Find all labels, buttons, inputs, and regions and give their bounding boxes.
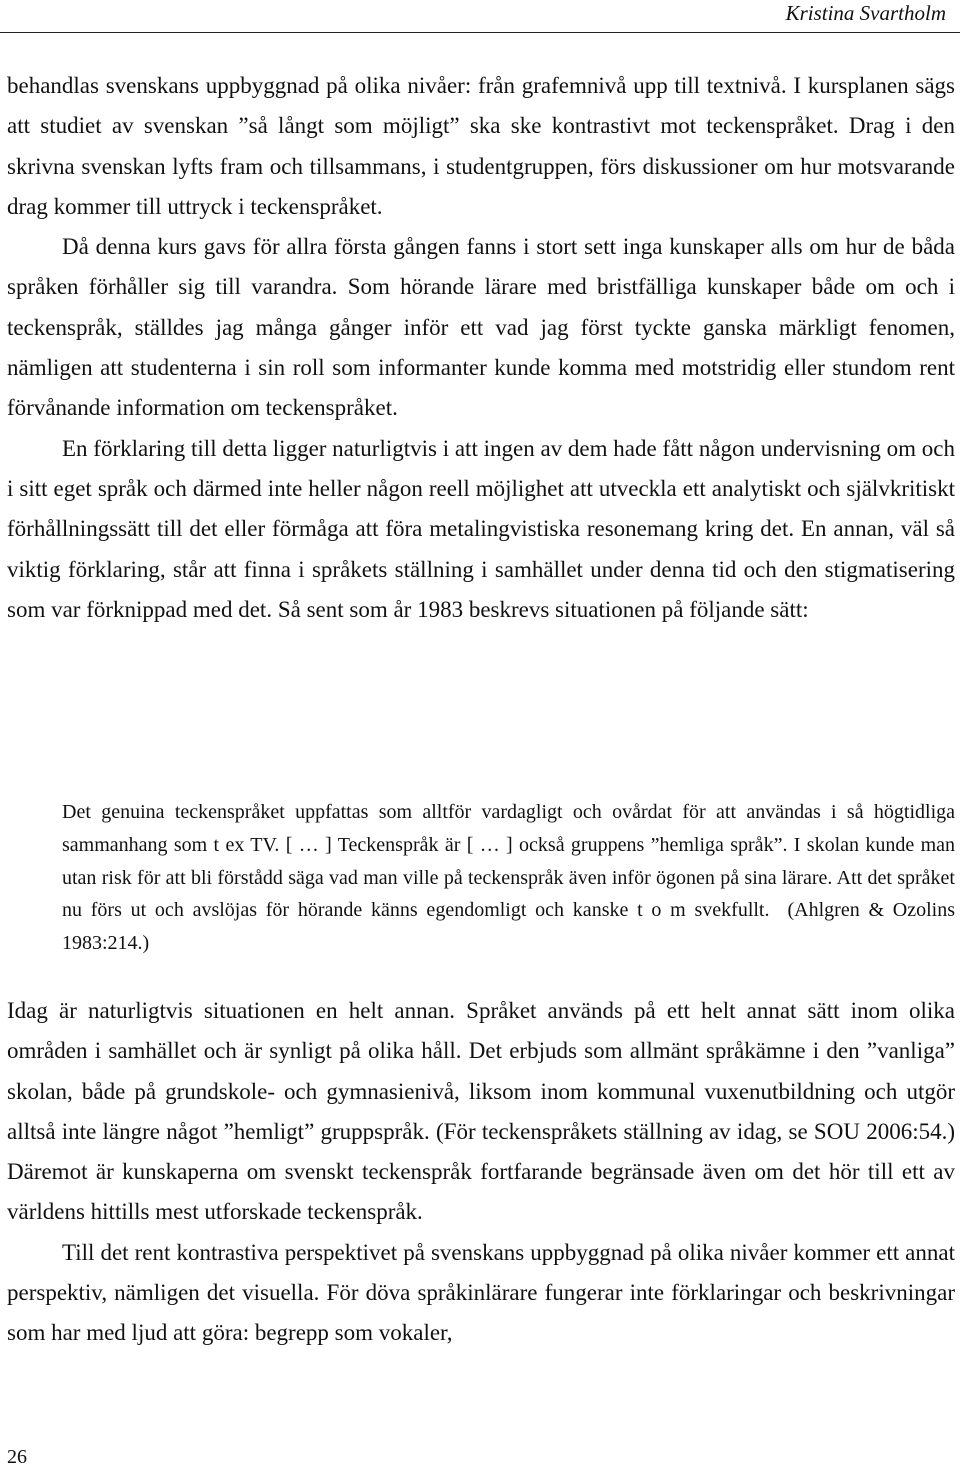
paragraph-today: Idag är naturligtvis situationen en helt annan. Språket används på ett helt annat sätt inom olika områden i samhället och är synligt på olika håll. Det erbjuds som allmänt språkämne i den ”vanliga” skolan, både på grundskole- och gymnasienivå, liksom inom kommunal vuxenutbildning och utgör alltså inte längre något ”hemligt” gruppspråk. (För teckenspråkets ställning av idag, se SOU 2006:54.) Däremot är kunskaperna om svenskt teckenspråk fortfarande begränsade även om det hör till ett av världens hittills mest utforskade teckenspråk. bbox=[7, 998, 955, 1225]
header-rule bbox=[0, 32, 960, 33]
paragraph-explanation: En förklaring till detta ligger naturligtvis i att ingen av dem hade fått någon undervisning om och i sitt eget språk och därmed inte heller någon reell möjlighet att utveckla ett analytiskt och självkritiskt förhållningssätt till det eller förmåga att föra metalingvistiska resonemang kring det. En annan, väl så viktig förklaring, står att finna i språkets ställning i samhället under denna tid och den stigmatisering som var förknippad med det. Så sent som år 1983 beskrevs situationen på följande sätt: bbox=[7, 435, 955, 622]
paragraph-visual-perspective: Till det rent kontrastiva perspektivet på svenskans uppbyggnad på olika nivåer kommer ett annat perspektiv, nämligen det visuella. För döva språkinlärare fungerar inte förklaringar och beskrivningar som har med ljud att göra: begrepp som vokaler, bbox=[7, 1239, 955, 1346]
page-number: 26 bbox=[7, 1446, 27, 1468]
quote-citation: (Ahlgren & Ozolins 1983:214.) bbox=[62, 899, 955, 955]
body-text-bottom bbox=[7, 991, 955, 1354]
paragraph-course-history: Då denna kurs gavs för allra första gången fanns i stort sett inga kunskaper alls om hur de båda språken förhåller sig till varandra. Som hörande lärare med bristfälliga kunskaper både om och i teckenspråk, ställdes jag många gånger inför ett vad jag först tyckte ganska märkligt fenomen, nämligen att studenterna i sin roll som informanter kunde komma med motstridig eller stundom rent förvånande information om teckenspråket. bbox=[7, 234, 955, 421]
block-quote bbox=[62, 796, 955, 960]
quote-text: Det genuina teckenspråket uppfattas som alltför vardagligt och ovårdat för att användas i så högtidliga sammanhang som t ex TV. [ … ] Teckenspråk är [ … ] också gruppens ”hemliga språk”. I skolan kunde man utan risk för att bli förstådd säga vad man ville på teckenspråk även inför ögonen på sina lärare. Att det språket nu förs ut och avslöjas för hörande känns egendomligt och kanske t o m svekfullt. bbox=[62, 801, 955, 922]
paragraph-continuation: behandlas svenskans uppbyggnad på olika nivåer: från grafemnivå upp till textnivå. I kursplanen sägs att studiet av svenskan ”så långt som möjligt” ska ske kontrastivt mot teckenspråket. Drag i den skrivna svenskan lyfts fram och tillsammans, i studentgruppen, förs diskussioner om hur motsvarande drag kommer till uttryck i teckenspråket. bbox=[7, 73, 955, 219]
header-author: Kristina Svartholm bbox=[785, 1, 946, 25]
body-text-top bbox=[7, 66, 955, 630]
running-header bbox=[0, 0, 960, 28]
